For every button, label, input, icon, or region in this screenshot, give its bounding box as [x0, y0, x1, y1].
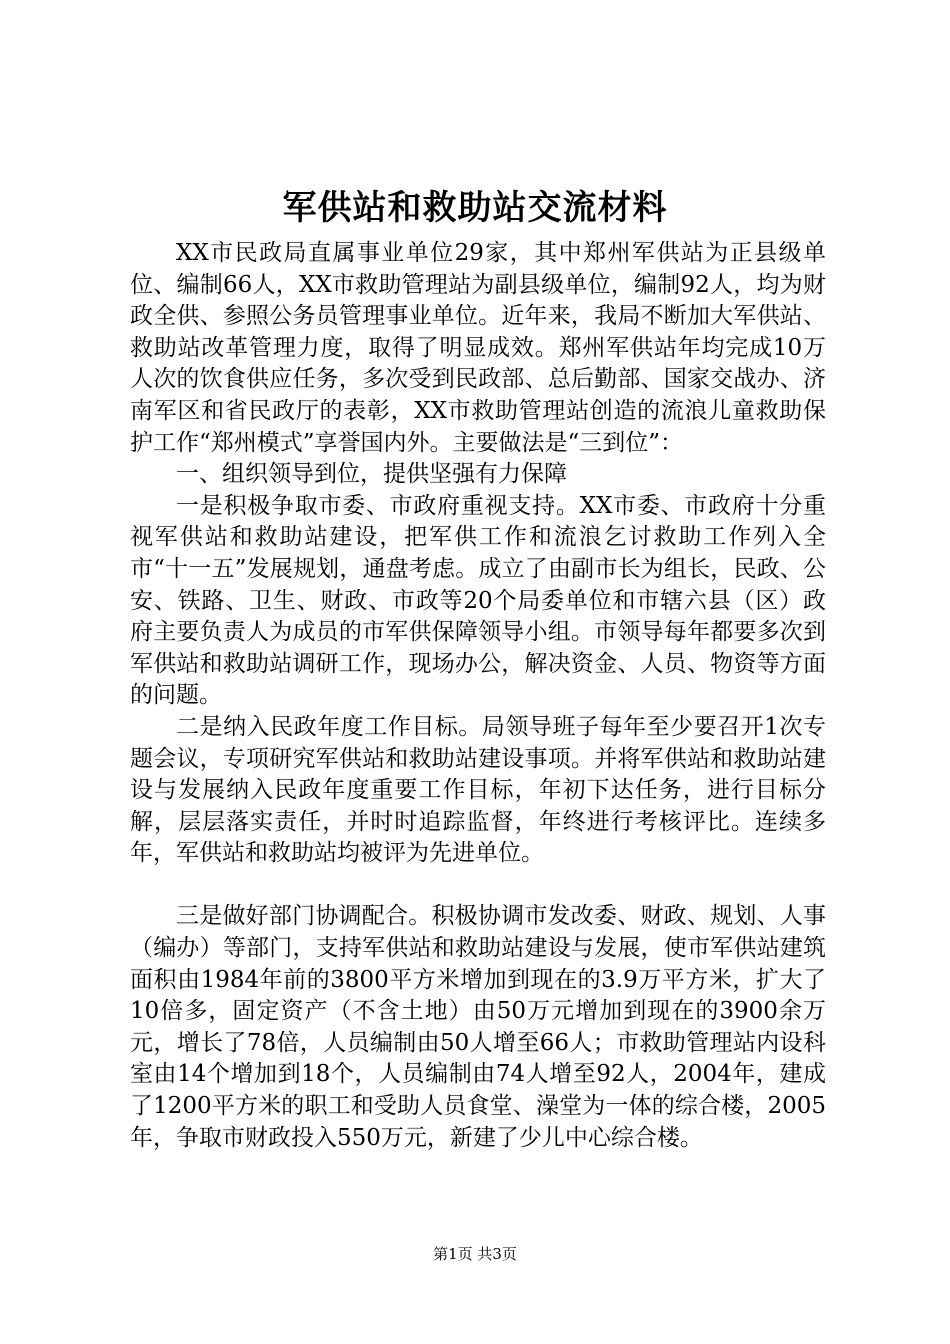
section-heading-1: 一、组织领导到位，提供坚强有力保障	[176, 461, 567, 488]
document-title: 军供站和救助站交流材料	[282, 188, 668, 228]
document-body	[130, 238, 826, 1154]
paragraph-point-3: 三是做好部门协调配合。积极协调市发改委、财政、规划、人事（编办）等部门，支持军供站和救助站建设与发展，使市军供站建筑面积由1984年前的3800平方米增加到现在的3.9万平方米，扩大了10倍多，固定资产（不含土地）由50万元增加到现在的3900余万元，增长了78倍，人员编制由50人增至66人；市救助管理站内设科室由14个增加到18个，人员编制由74人增至92人，2004年，建成了1200平方米的职工和受助人员食堂、澡堂为一体的综合楼，2005年，争取市财政投入550万元，新建了少儿中心综合楼。	[130, 903, 826, 1151]
paragraph-point-1: 一是积极争取市委、市政府重视支持。XX市委、市政府十分重视军供站和救助站建设，把军供工作和流浪乞讨救助工作列入全市“十一五”发展规划，通盘考虑。成立了由副市长为组长，民政、公安、铁路、卫生、财政、市政等20个局委单位和市辖六县（区）政府主要负责人为成员的市军供保障领导小组。市领导每年都要多次到军供站和救助站调研工作，现场办公，解决资金、人员、物资等方面的问题。	[130, 492, 826, 709]
paragraph-point-2: 二是纳入民政年度工作目标。局领导班子每年至少要召开1次专题会议，专项研究军供站和救助站建设事项。并将军供站和救助站建设与发展纳入民政年度重要工作目标，年初下达任务，进行目标分解，层层落实责任，并时时追踪监督，年终进行考核评比。连续多年，军供站和救助站均被评为先进单位。	[130, 713, 826, 867]
paragraph-intro: XX市民政局直属事业单位29家，其中郑州军供站为正县级单位、编制66人，XX市救助管理站为副县级单位，编制92人，均为财政全供、参照公务员管理事业单位。近年来，我局不断加大军供站、救助站改革管理力度，取得了明显成效。郑州军供站年均完成10万人次的饮食供应任务，多次受到民政部、总后勤部、国家交战办、济南军区和省民政厅的表彰，XX市救助管理站创造的流浪儿童救助保护工作“郑州模式”享誉国内外。主要做法是“三到位”：	[130, 240, 826, 456]
page-footer: 第1页 共3页	[433, 1245, 517, 1263]
